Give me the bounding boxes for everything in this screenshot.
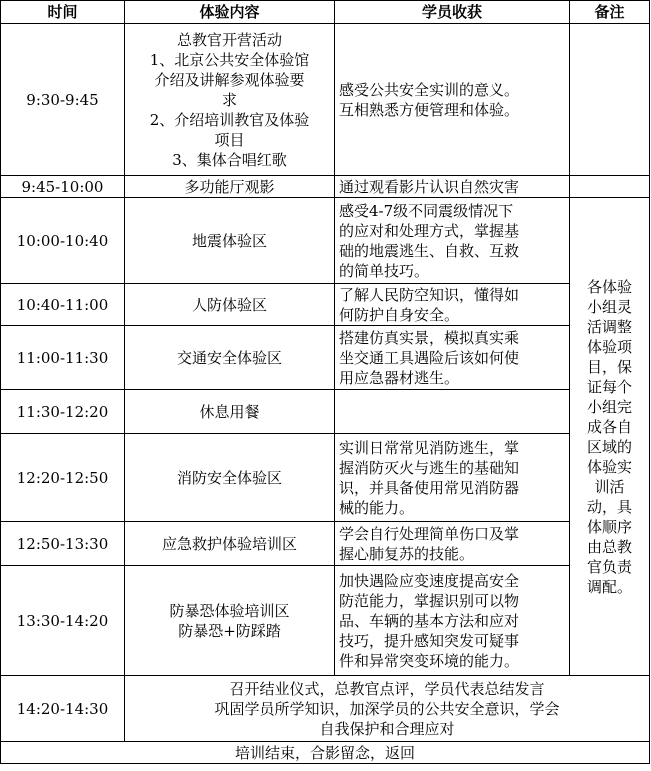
note-cell-line: 体验实 bbox=[586, 457, 632, 476]
gain-cell-line: 通过观看影片认识自然灾害 bbox=[339, 177, 520, 196]
header-note: 备注 bbox=[570, 1, 650, 24]
content-cell bbox=[125, 198, 335, 284]
content-cell-line: 应急救护体验培训区 bbox=[161, 534, 297, 553]
schedule-row bbox=[1, 326, 650, 390]
gain-cell-line: 握消防灭火与逃生的基础知 bbox=[339, 458, 520, 477]
header-row bbox=[1, 1, 650, 24]
gain-cell bbox=[335, 522, 570, 566]
schedule-row bbox=[1, 284, 650, 326]
time-cell: 12:50-13:30 bbox=[1, 522, 125, 566]
gain-cell-line: 识，并具备使用常见消防器 bbox=[339, 478, 520, 497]
gain-cell-line: 坐交通工具遇险后该如何使 bbox=[339, 348, 520, 367]
content-cell bbox=[125, 284, 335, 326]
gain-cell-line: 础的地震逃生、自救、互救 bbox=[339, 241, 520, 260]
closing-content-cell-line: 召开结业仪式，总教官点评，学员代表总结发言 bbox=[229, 679, 545, 698]
note-cell-line: 体顺序 bbox=[586, 517, 632, 536]
schedule-row bbox=[1, 24, 650, 176]
note-cell-line: 目，保 bbox=[586, 357, 632, 376]
gain-cell-line: 防范能力，掌握识别可以物 bbox=[339, 591, 520, 610]
content-cell-line: 求 bbox=[221, 90, 237, 109]
time-cell: 11:00-11:30 bbox=[1, 326, 125, 390]
content-cell-line: 消防安全体验区 bbox=[176, 468, 282, 487]
time-cell: 9:30-9:45 bbox=[1, 24, 125, 176]
note-cell-line: 调配。 bbox=[586, 577, 632, 596]
gain-cell-line: 何防护自身安全。 bbox=[339, 305, 460, 324]
gain-cell bbox=[335, 284, 570, 326]
content-cell-line: 总教官开营活动 bbox=[176, 30, 282, 49]
content-cell bbox=[125, 326, 335, 390]
content-cell bbox=[125, 390, 335, 434]
content-cell bbox=[125, 434, 335, 522]
gain-cell-line: 实训日常常见消防逃生，掌 bbox=[339, 438, 520, 457]
time-cell: 10:40-11:00 bbox=[1, 284, 125, 326]
content-cell-line: 地震体验区 bbox=[191, 231, 267, 250]
gain-cell-line: 互相熟悉方便管理和体验。 bbox=[339, 100, 520, 119]
time-cell: 11:30-12:20 bbox=[1, 390, 125, 434]
gain-cell bbox=[335, 198, 570, 284]
note-cell-line: 体验项 bbox=[586, 337, 632, 356]
header-gain: 学员收获 bbox=[335, 1, 570, 24]
gain-cell-line: 的应对和处理方式，掌握基 bbox=[339, 221, 520, 240]
note-cell-line: 训活 bbox=[594, 477, 625, 496]
time-cell: 12:20-12:50 bbox=[1, 434, 125, 522]
note-cell-line: 由总教 bbox=[586, 537, 632, 556]
content-cell-line: 交通安全体验区 bbox=[176, 348, 282, 367]
note-cell-line: 各体验 bbox=[586, 277, 632, 296]
schedule-row bbox=[1, 390, 650, 434]
gain-cell bbox=[335, 326, 570, 390]
note-cell-line: 区域的 bbox=[586, 437, 632, 456]
content-cell-line: 项目 bbox=[214, 130, 245, 149]
gain-cell bbox=[335, 24, 570, 176]
end-cell: 培训结束，合影留念，返回 bbox=[1, 742, 650, 764]
content-cell-line: 多功能厅观影 bbox=[184, 177, 275, 196]
schedule-row bbox=[1, 566, 650, 676]
content-cell bbox=[125, 176, 335, 198]
schedule-row bbox=[1, 176, 650, 198]
content-cell-line: 休息用餐 bbox=[199, 402, 260, 421]
content-cell bbox=[125, 24, 335, 176]
content-cell-line: 防暴恐+防踩踏 bbox=[178, 621, 281, 640]
end-row bbox=[1, 742, 650, 764]
gain-cell bbox=[335, 176, 570, 198]
gain-cell-line: 搭建仿真实景，模拟真实乘 bbox=[339, 328, 520, 347]
gain-cell-line: 加快遇险应变速度提高安全 bbox=[339, 571, 520, 590]
content-cell bbox=[125, 522, 335, 566]
gain-cell-line: 技巧，提升感知突发可疑事 bbox=[339, 631, 520, 650]
closing-time-cell: 14:20-14:30 bbox=[1, 676, 125, 742]
closing-content-cell bbox=[125, 676, 650, 742]
gain-cell-line: 感受公共安全实训的意义。 bbox=[339, 80, 520, 99]
schedule-row bbox=[1, 434, 650, 522]
content-cell-line: 1、北京公共安全体验馆 bbox=[149, 50, 310, 69]
content-cell-line: 3、集体合唱红歌 bbox=[172, 150, 287, 169]
gain-cell-line: 件和异常突变环境的能力。 bbox=[339, 651, 520, 670]
time-cell: 10:00-10:40 bbox=[1, 198, 125, 284]
gain-cell bbox=[335, 566, 570, 676]
content-cell bbox=[125, 566, 335, 676]
note-cell-line: 活调整 bbox=[586, 317, 632, 336]
time-cell: 13:30-14:20 bbox=[1, 566, 125, 676]
gain-cell bbox=[335, 434, 570, 522]
note-cell-line: 官负责 bbox=[586, 557, 632, 576]
closing-content-cell-line: 自我保护和合理应对 bbox=[319, 719, 455, 738]
note-cell-line: 小组灵 bbox=[586, 297, 632, 316]
content-cell-line: 2、介绍培训教官及体验 bbox=[149, 110, 310, 129]
time-cell: 9:45-10:00 bbox=[1, 176, 125, 198]
content-cell-line: 防暴恐体验培训区 bbox=[169, 601, 290, 620]
note-cell-line: 小组完 bbox=[586, 397, 632, 416]
note-cell-empty bbox=[570, 24, 650, 176]
note-cell-line: 证每个 bbox=[586, 377, 632, 396]
schedule-row bbox=[1, 198, 650, 284]
header-time: 时间 bbox=[1, 1, 125, 24]
content-cell-line: 人防体验区 bbox=[191, 295, 267, 314]
gain-cell-line: 的简单技巧。 bbox=[339, 261, 430, 280]
schedule-row bbox=[1, 522, 650, 566]
content-cell-line: 介绍及讲解参观体验要 bbox=[154, 70, 305, 89]
note-cell-line: 成各自 bbox=[586, 417, 632, 436]
gain-cell-line: 握心肺复苏的技能。 bbox=[339, 544, 475, 563]
gain-cell-line: 感受4-7级不同震级情况下 bbox=[339, 201, 514, 220]
header-content: 体验内容 bbox=[125, 1, 335, 24]
gain-cell bbox=[335, 390, 570, 434]
gain-cell-line: 用应急器材逃生。 bbox=[339, 368, 460, 387]
gain-cell-line: 了解人民防空知识，懂得如 bbox=[339, 285, 520, 304]
closing-row bbox=[1, 676, 650, 742]
note-cell-line: 动，具 bbox=[586, 497, 632, 516]
gain-cell-line: 品、车辆的基本方法和应对 bbox=[339, 611, 520, 630]
note-cell bbox=[570, 198, 650, 676]
note-cell-empty bbox=[570, 176, 650, 198]
gain-cell-line: 学会自行处理简单伤口及掌 bbox=[339, 524, 520, 543]
gain-cell-line: 械的能力。 bbox=[339, 498, 415, 517]
closing-content-cell-line: 巩固学员所学知识，加深学员的公共安全意识，学会 bbox=[214, 699, 560, 718]
